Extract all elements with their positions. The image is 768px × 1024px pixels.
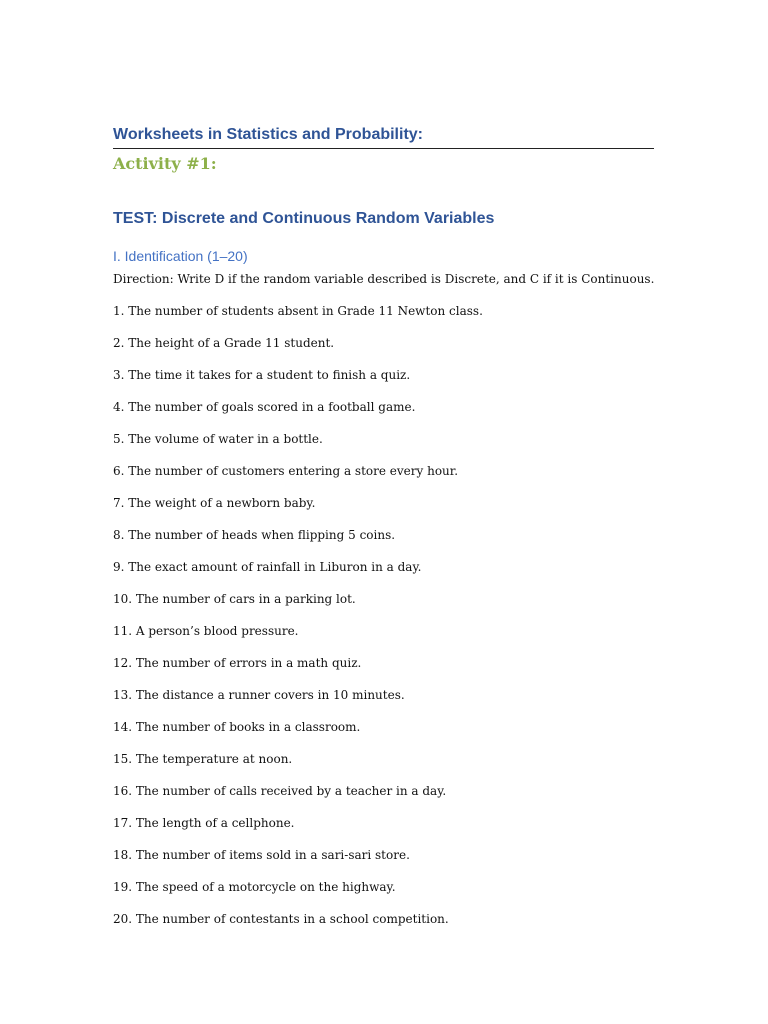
question-item: 5. The volume of water in a bottle. bbox=[113, 432, 323, 446]
question-item: 16. The number of calls received by a teacher in a day. bbox=[113, 784, 447, 798]
question-item: 2. The height of a Grade 11 student. bbox=[113, 336, 335, 350]
question-item: 10. The number of cars in a parking lot. bbox=[113, 592, 356, 606]
question-item: 13. The distance a runner covers in 10 minutes. bbox=[113, 688, 405, 702]
section-title: I. Identification (1–20) bbox=[113, 248, 248, 264]
test-title: TEST: Discrete and Continuous Random Variables bbox=[113, 210, 495, 227]
direction-text: Direction: Write D if the random variable described is Discrete, and C if it is Continuous. bbox=[113, 272, 655, 286]
question-item: 18. The number of items sold in a sari-sari store. bbox=[113, 848, 410, 862]
question-item: 8. The number of heads when flipping 5 coins. bbox=[113, 528, 396, 542]
question-item: 7. The weight of a newborn baby. bbox=[113, 496, 316, 510]
question-item: 9. The exact amount of rainfall in Liburon in a day. bbox=[113, 560, 422, 574]
question-item: 17. The length of a cellphone. bbox=[113, 816, 295, 830]
question-item: 6. The number of customers entering a store every hour. bbox=[113, 464, 459, 478]
question-item: 11. A person’s blood pressure. bbox=[113, 624, 299, 638]
question-item: 1. The number of students absent in Grade 11 Newton class. bbox=[113, 304, 483, 318]
question-item: 15. The temperature at noon. bbox=[113, 752, 293, 766]
question-item: 4. The number of goals scored in a football game. bbox=[113, 400, 416, 414]
question-item: 14. The number of books in a classroom. bbox=[113, 720, 361, 734]
header-divider bbox=[113, 148, 654, 149]
question-item: 19. The speed of a motorcycle on the highway. bbox=[113, 880, 396, 894]
question-item: 12. The number of errors in a math quiz. bbox=[113, 656, 362, 670]
question-list bbox=[113, 302, 483, 942]
worksheet-header-title: Worksheets in Statistics and Probability: bbox=[113, 126, 423, 143]
activity-heading: Activity #1: bbox=[113, 154, 217, 173]
question-item: 20. The number of contestants in a school competition. bbox=[113, 912, 449, 926]
question-item: 3. The time it takes for a student to finish a quiz. bbox=[113, 368, 411, 382]
